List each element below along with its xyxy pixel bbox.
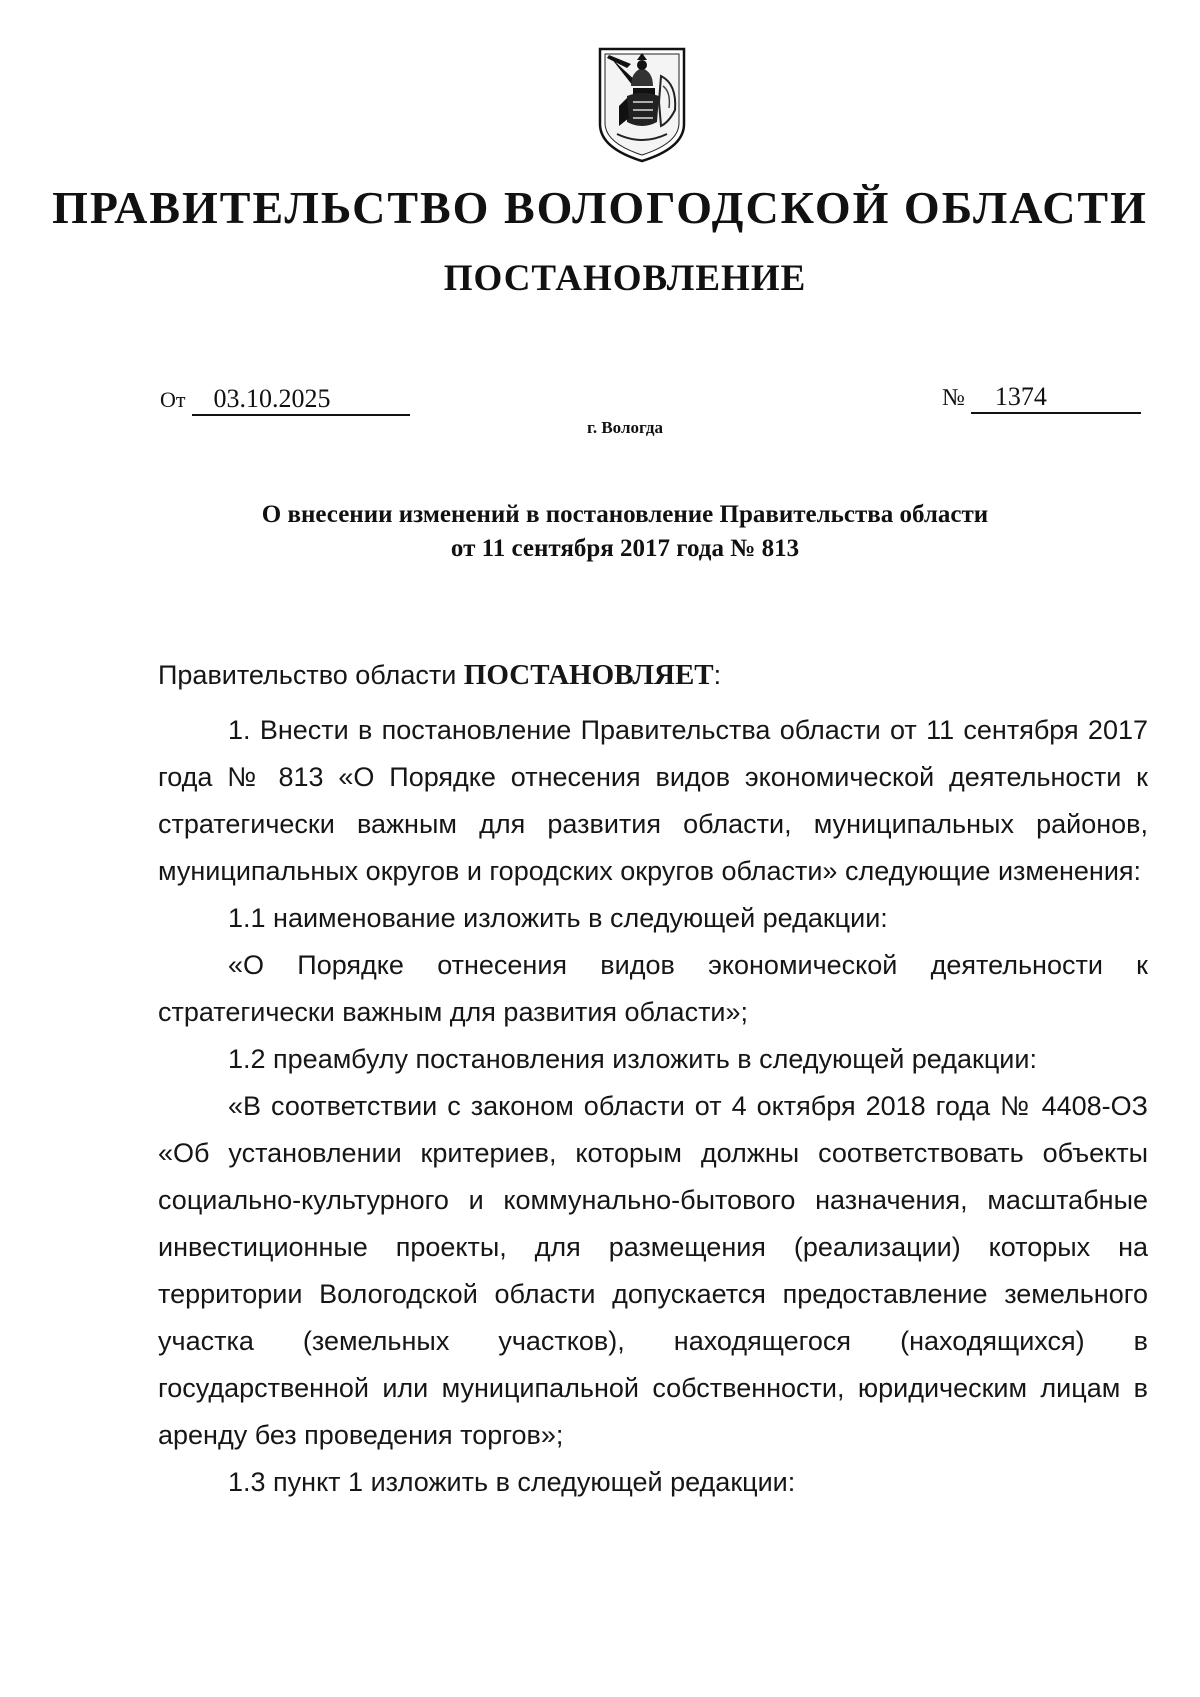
subject-line-2: от 11 сентября 2017 года № 813 [450,535,800,562]
coat-of-arms-emblem [597,46,687,164]
city-name: г. Вологда [587,418,663,437]
intro-paragraph [158,652,1148,699]
intro-text: Правительство области [158,660,464,690]
date-label: От [160,387,186,412]
number-value: 1374 [971,382,1141,414]
paragraph-1-1-text: «О Порядке отнесения видов экономической деятельности к стратегически важным для развития области»; [158,950,1148,1027]
intro-end: : [713,660,722,690]
document-number [942,382,1141,414]
document-date [160,384,410,416]
paragraph-1: 1. Внести в постановление Правительства области от 11 сентября 2017 года № 813 «О Порядке отнесения видов экономической деятельности к стратегически важным для развития области, муниципальных районов, муниципальных округов и городских округов области» следующие изменения: [158,715,1148,886]
paragraph-1-1: 1.1 наименование изложить в следующей редакции: [228,903,888,933]
document-body [158,652,1148,1506]
number-label: № [942,385,965,411]
government-name-heading: ПРАВИТЕЛЬСТВО ВОЛОГОДСКОЙ ОБЛАСТИ [52,182,1148,233]
paragraph-1-2-text: «В соответствии с законом области от 4 октября 2018 года № 4408-ОЗ «Об установлении критериев, которым должны соответствовать объекты социально-культурного и коммунально-бытового назначения, масштабные инвестиционные проекты, для размещения (реализации) которых на территории Вологодской области допускается предоставление земельного участка (земельных участков), находящегося (находящихся) в государственной или муниципальной собственности, юридическим лицам в аренду без проведения торгов»; [158,1091,1148,1450]
document-subject [0,498,1200,566]
date-value: 03.10.2025 [192,384,410,416]
document-type-heading: ПОСТАНОВЛЕНИЕ [443,258,807,299]
subject-line-1: О внесении изменений в постановление Правительства области [261,501,989,528]
paragraph-1-2: 1.2 преамбулу постановления изложить в следующей редакции: [228,1044,1037,1074]
intro-keyword: ПОСТАНОВЛЯЕТ [463,659,714,691]
paragraph-1-3: 1.3 пункт 1 изложить в следующей редакции: [228,1467,796,1497]
